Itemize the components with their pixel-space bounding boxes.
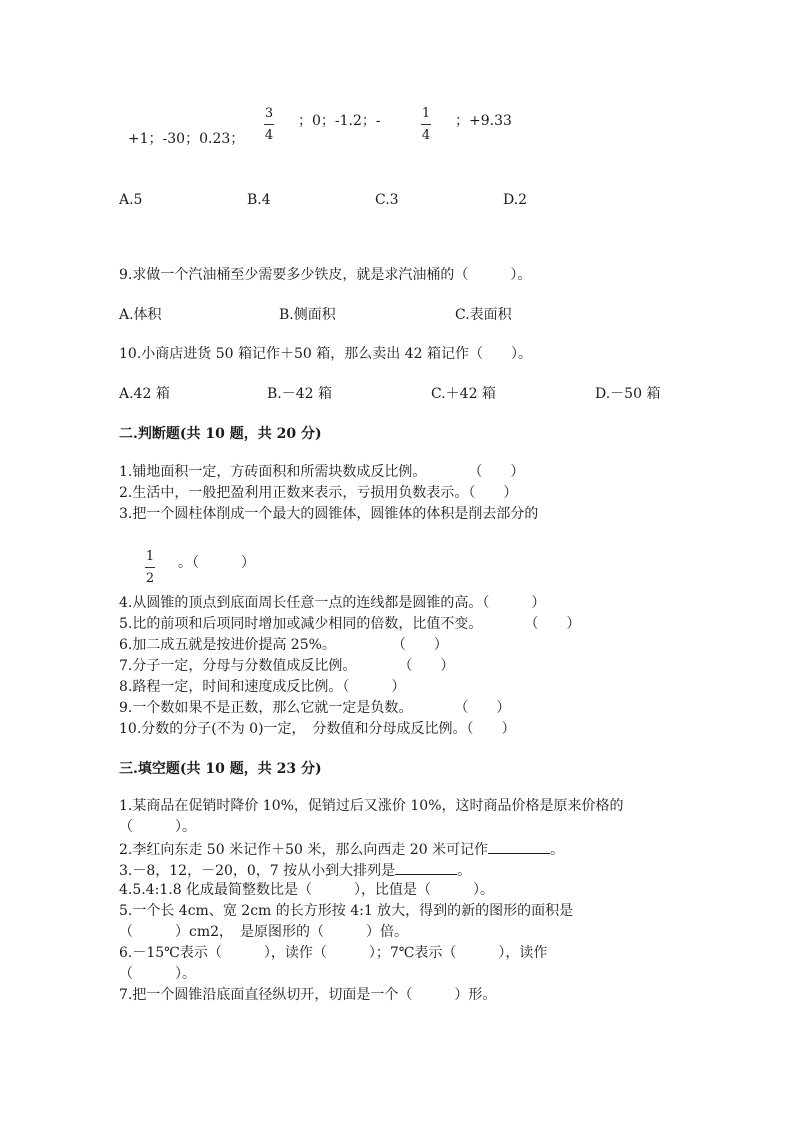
fill-item-3-text: 3.－8，12，－20，0，7 按从小到大排列是 (119, 863, 396, 879)
judgement-item-10: 10.分数的分子(不为 0)一定， 分数值和分母成反比例。（ ） (119, 721, 516, 737)
fraction-numerator: 1 (421, 106, 431, 121)
q9-text: 9.求做一个汽油桶至少需要多少铁皮，就是求汽油桶的（ ）。 (119, 267, 532, 283)
fraction-numerator: 1 (145, 549, 155, 564)
fraction-bar (264, 124, 274, 125)
fill-item-6-cont: （ ）。 (119, 966, 196, 982)
q8-list-start: +1；-30；0.23； (127, 131, 245, 147)
q10-text: 10.小商店进货 50 箱记作＋50 箱，那么卖出 42 箱记作（ ）。 (119, 346, 532, 362)
fill-item-2 (119, 839, 564, 859)
fraction-numerator: 3 (264, 106, 274, 121)
fill-item-1: 1.某商品在促销时降价 10%，促销过后又涨价 10%，这时商品价格是原来价格的 (119, 798, 624, 814)
fill-item-5: 5.一个长 4cm、宽 2cm 的长方形按 4:1 放大，得到的新的图形的面积是 (119, 903, 574, 919)
judgement-item-4: 4.从圆锥的顶点到底面周长任意一点的连线都是圆锥的高。（ ） (119, 595, 546, 611)
judgement-item-7: 7.分子一定，分母与分数值成反比例。 （ ） (119, 658, 455, 674)
q8-option-d: D.2 (503, 192, 528, 208)
fraction-bar (145, 567, 155, 568)
q9-option-a: A.体积 (119, 307, 162, 323)
q8-number-list (119, 112, 244, 148)
section-heading-judgement: 二.判断题(共 10 题，共 20 分) (119, 426, 322, 442)
fraction-bar (421, 124, 431, 125)
judgement-item-3: 3.把一个圆柱体削成一个最大的圆锥体，圆锥体的体积是削去部分的 (119, 506, 539, 522)
q10-option-c: C.＋42 箱 (431, 386, 496, 402)
answer-blank[interactable] (488, 839, 550, 854)
fraction-denominator: 2 (145, 571, 155, 586)
period: 。 (457, 863, 472, 879)
q8-list-end: ；+9.33 (455, 113, 512, 129)
fill-item-1-cont: （ ）。 (119, 819, 196, 835)
judgement-item-6: 6.加二成五就是按进价提高 25%。 （ ） (119, 637, 448, 653)
q10-option-d: D.－50 箱 (595, 386, 661, 402)
fraction-three-quarters (264, 106, 274, 143)
fill-item-6: 6.－15℃表示（ ），读作（ ）；7℃表示（ ），读作 (119, 945, 548, 961)
section-heading-fill-blank: 三.填空题(共 10 题，共 23 分) (119, 761, 322, 777)
judgement-item-2: 2.生活中，一般把盈利用正数来表示，亏损用负数表示。（ ） (119, 485, 518, 501)
judgement-item-1: 1.铺地面积一定，方砖面积和所需块数成反比例。 （ ） (119, 464, 525, 480)
judgement-item-9: 9.一个数如果不是正数，那么它就一定是负数。 （ ） (119, 700, 511, 716)
q8-option-b: B.4 (247, 192, 271, 208)
fill-item-3 (119, 860, 471, 880)
q10-option-b: B.－42 箱 (267, 386, 333, 402)
fraction-one-quarter (421, 106, 431, 143)
fraction-denominator: 4 (264, 128, 274, 143)
fill-item-2-text: 2.李红向东走 50 米记作＋50 米，那么向西走 20 米可记作 (119, 842, 489, 858)
fraction-one-half (145, 549, 155, 586)
fill-item-7: 7.把一个圆锥沿底面直径纵切开，切面是一个（ ）形。 (119, 987, 497, 1003)
fill-item-4: 4.5.4:1.8 化成最简整数比是（ ），比值是（ ）。 (119, 882, 495, 898)
q9-option-c: C.表面积 (455, 307, 512, 323)
judgement-item-8: 8.路程一定，时间和速度成反比例。（ ） (119, 679, 406, 695)
q8-option-a: A.5 (119, 192, 143, 208)
fill-item-5-cont: （ ）cm2， 是原图形的（ ）倍。 (119, 924, 409, 940)
fraction-denominator: 4 (421, 128, 431, 143)
judgement-item-5: 5.比的前项和后项同时增加或减少相同的倍数，比值不变。 （ ） (119, 616, 581, 632)
q8-option-c: C.3 (375, 192, 399, 208)
q10-option-a: A.42 箱 (119, 386, 170, 402)
answer-blank[interactable] (395, 860, 457, 875)
q9-option-b: B.侧面积 (279, 307, 336, 323)
q8-list-mid: ；0；-1.2；- (298, 113, 381, 129)
period: 。 (550, 842, 565, 858)
judgement-item-3-tail: 。（ ） (178, 555, 255, 571)
